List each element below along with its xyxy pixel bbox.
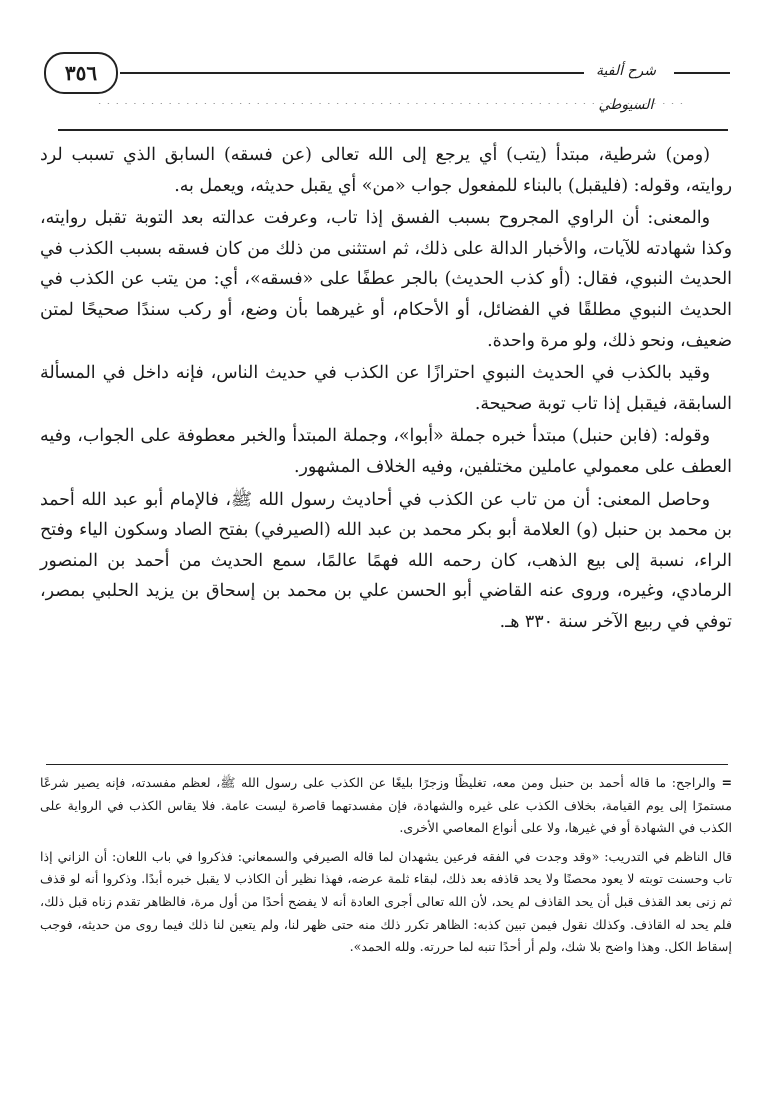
footnotes [40, 772, 732, 965]
footnote-paragraph: قال الناظم في التدريب: «وقد وجدت في الفقه فرعين يشهدان لما قاله الصيرفي والسمعاني: فذكروا في باب اللعان: أن الزاني إذا تاب وحسنت توبته لا يعود محصنًا ولا يحد قاذفه بعد ذلك، لبقاء ثلمة عرضه، فهذا نظير أن الكاذب لا يقبل خبره أبدًا. وذكروا أنه لو قذف ثم زنى بعد القذف قبل أن يحد القاذف لم يحد، لأن الله تعالى أجرى العادة أنه لا يفضح أحدًا من أول مرة، فالظاهر تقدم زناه قبل ذلك، فلم يحد له القاذف. وكذلك نقول فيمن تبين كذبه: الظاهر تكرر ذلك منه حتى ظهر لنا، ولم يتعين لنا ذلك فيما روى من حديثه، فوجب إسقاط الكل. وهذا واضح بلا شك، ولم أر أحدًا تنبه لما حررته. ولله الحمد». [40, 848, 732, 955]
page-number: ٣٥٦ [44, 52, 118, 94]
body-paragraph: (ومن) شرطية، مبتدأ (يتب) أي يرجع إلى الله تعالى (عن فسقه) السابق الذي تسبب لرد روايته، وقوله: (فليقبل) بالبناء للمفعول جواب «من» أي يقبل حديثه، ويعمل به. [40, 145, 732, 196]
page-header [44, 50, 730, 113]
footnote-text: والراجح: ما قاله أحمد بن حنبل ومن معه، تغليظًا وزجرًا بليغًا عن الكذب على رسول الله ﷺ، لعظم مفسدته، فإنه يصير شرعًا مستمرًا إلى يوم القيامة، بخلاف الكذب على غيره والشهادة، فإن مفسدتهما قاصرة ليست عامة. فلا يقاس الكذب في الرواية على الكذب في الشهادة أو في غيرها، ولا على أنواع المعاصي الأخرى. [40, 775, 732, 836]
footnote-continuation-marker: = [721, 775, 732, 790]
header-rule-right [674, 72, 730, 74]
body-paragraph: وحاصل المعنى: أن من تاب عن الكذب في أحاديث رسول الله ﷺ، فالإمام أبو عبد الله أحمد بن محمد بن حنبل (و) العلامة أبو بكر محمد بن عبد الله (الصيرفي) بفتح الصاد وسكون الياء وفتح الراء، نسبة إلى بيع الذهب، كان رحمه الله فهمًا عالمًا، سمع الحديث من أحمد بن المنصور الرمادي، وغيره، وروى عنه القاضي أبو الحسن علي بن محمد بن إسحاق بن يزيد الحلبي بمصر، توفي في ربيع الآخر سنة ٣٣٠ هـ. [40, 489, 732, 632]
header-rule-left [120, 72, 584, 74]
body-paragraph: وقيد بالكذب في الحديث النبوي احترازًا عن الكذب في حديث الناس، فإنه داخل في المسألة السابقة، فيقبل إذا تاب توبة صحيحة. [40, 363, 732, 414]
body-paragraph: وقوله: (فابن حنبل) مبتدأ خبره جملة «أبوا»، وجملة المبتدأ والخبر معطوفة على الجواب، وفيه العطف على معمولي عاملين مختلفين، وفيه الخلاف المشهور. [40, 426, 732, 477]
text-top-rule [58, 129, 728, 131]
body-paragraph: والمعنى: أن الراوي المجروح بسبب الفسق إذا تاب، وعرفت عدالته بعد التوبة تقبل روايته، وكذا شهادته للآيات، والأخبار الدالة على ذلك، ثم استثنى من ذلك من كان فسقه بسبب الكذب في الحديث النبوي، فقال: (أو كذب الحديث) بالجر عطفًا على «فسقه»، أي: من يتب عن الكذب في الحديث النبوي مطلقًا في الفضائل، أو الأحكام، أو غيرهما بأن وضع، أو ركب سندًا صحيحًا لمتن ضعيف، ونحو ذلك، ولو مرة واحدة. [40, 208, 732, 351]
footnote-separator [46, 764, 728, 765]
footnote-paragraph [40, 772, 732, 840]
main-text [40, 140, 732, 640]
running-title: شرح ألفية السيوطي [596, 63, 656, 113]
dotted-divider [58, 98, 728, 104]
